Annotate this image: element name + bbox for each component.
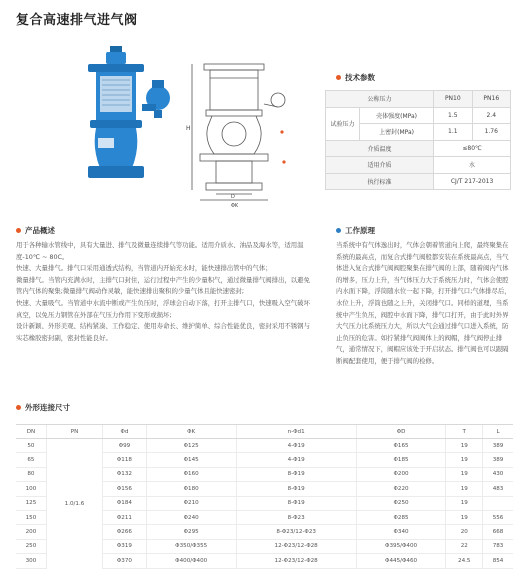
dimensions-title: 外形连接尺寸 [25,403,70,412]
cell-k: Φ145 [146,453,236,467]
shell-strength-pn10: 1.5 [434,107,472,124]
cell-t: 22 [446,539,483,553]
overview-heading [16,225,55,236]
cell-t: 19 [446,467,483,481]
cell-outer-d: Φ165 [356,439,446,453]
cell-pn: 1.0/1.6 [46,439,102,569]
col-header-k: ΦK [146,425,236,439]
col-header-dn: DN [16,425,46,439]
cell-outer-d: Φ220 [356,482,446,496]
cell-l: 389 [483,453,513,467]
cell-d: Φ370 [103,554,147,568]
cell-d1: 12-Φ23/12-Φ28 [236,539,356,553]
cell-k: Φ400/Φ400 [146,554,236,568]
standard-value: CJ/T 217-2013 [434,173,511,190]
cell-k: Φ240 [146,510,236,524]
page-title: 复合高速排气进气阀 [16,13,138,28]
bullet-icon [16,405,21,410]
cell-l: 483 [483,482,513,496]
cell-k: Φ350/Φ355 [146,539,236,553]
cell-d: Φ266 [103,525,147,539]
dimensions-table [16,424,513,569]
col-header-d1: n-Φd1 [236,425,356,439]
cell-t: 19 [446,482,483,496]
height-dimension-label: H [186,125,191,132]
table-row [16,439,513,453]
cell-k: Φ295 [146,525,236,539]
cell-d1: 4-Φ19 [236,453,356,467]
cell-dn: 100 [16,482,46,496]
valve-product-image [78,38,190,200]
cell-l: 783 [483,539,513,553]
cell-outer-d: Φ395/Φ400 [356,539,446,553]
cell-t: 20 [446,525,483,539]
tech-params-table [325,90,511,190]
cell-d: Φ99 [103,439,147,453]
cell-d1: 8-Φ23/12-Φ23 [236,525,356,539]
cell-outer-d: Φ200 [356,467,446,481]
cell-k: Φ180 [146,482,236,496]
valve-technical-drawing [186,60,306,210]
cell-dn: 80 [16,467,46,481]
cell-k: Φ125 [146,439,236,453]
bullet-icon [16,228,21,233]
shell-strength-pn16: 2.4 [472,107,510,124]
cell-d: Φ156 [103,482,147,496]
cell-dn: 300 [16,554,46,568]
cell-d1: 4-Φ19 [236,439,356,453]
dimensions-heading [16,402,70,413]
standard-label: 执行标准 [326,173,434,190]
col-header-pn: PN [46,425,102,439]
medium-value: 水 [434,157,511,174]
cell-dn: 150 [16,510,46,524]
col-header-d: Φd [103,425,147,439]
cell-outer-d: Φ285 [356,510,446,524]
cell-t: 19 [446,453,483,467]
bullet-icon [336,75,341,80]
cell-k: Φ160 [146,467,236,481]
flange-diameter-label: D [231,194,235,200]
cell-l: 389 [483,439,513,453]
cell-d1: 12-Φ23/12-Φ28 [236,554,356,568]
cell-dn: 50 [16,439,46,453]
overview-text: 用于各种输水管线中，具有大量进、排气及微量连续排气等功能。适用介质水、油品及海水等，适用温度-10℃ ~ 80C。 快速、大量排气。排气口采用通透式结构，当管道内开始充水时，能快速排出管中的气体； 微量排气。当管内充满水时，主排气口封住，运行过程中产生的少量积气，通过微量排气阀排出，以避免管内气体的聚集;微量排气阀动作灵敏，能快速排出聚积的少量气体且能快速密封; 快速、大量吸气。当管道中水流中断或产生负压时，浮球会自动下落，打开主排气口，快速吸入空气破坏真空，以免压力钢管在外部在气压力作用下变形或损坏; 设计新颖、外形美观、结构紧凑、工作稳定、使用寿命长、维护简单、综合性能优良，密封采用不锈钢与实芯橡胶密封副，密封性能良好。 [16,241,310,342]
upper-seal-label: 上密封(MPa) [360,124,434,141]
cell-dn: 125 [16,496,46,510]
tech-params-heading [336,72,375,83]
cell-d: Φ184 [103,496,147,510]
tech-params-title: 技术参数 [345,73,375,82]
medium-label: 适用介质 [326,157,434,174]
cell-l: 556 [483,510,513,524]
upper-seal-pn10: 1.1 [434,124,472,141]
cell-d1: 8-Φ19 [236,467,356,481]
cell-outer-d: Φ185 [356,453,446,467]
medium-temp-label: 介质温度 [326,140,434,157]
cell-outer-d: Φ340 [356,525,446,539]
cell-t: 19 [446,496,483,510]
principle-heading [336,225,375,236]
cell-t: 19 [446,510,483,524]
cell-outer-d: Φ445/Φ460 [356,554,446,568]
cell-t: 24.5 [446,554,483,568]
cell-d: Φ211 [103,510,147,524]
cell-k: Φ210 [146,496,236,510]
bolt-circle-label: ΦK [231,203,239,209]
cell-l: 430 [483,467,513,481]
bullet-icon [336,228,341,233]
cell-d: Φ132 [103,467,147,481]
cell-l: 668 [483,525,513,539]
cell-l: 854 [483,554,513,568]
cell-dn: 250 [16,539,46,553]
upper-seal-pn16: 1.76 [472,124,510,141]
principle-title: 工作原理 [345,226,375,235]
cell-outer-d: Φ250 [356,496,446,510]
cell-d1: 8-Φ19 [236,496,356,510]
cell-l [483,496,513,510]
pn16-header: PN16 [472,91,510,108]
cell-t: 19 [446,439,483,453]
cell-d: Φ319 [103,539,147,553]
nominal-pressure-label: 公称压力 [326,91,434,108]
col-header-outer-d: ΦD [356,425,446,439]
overview-title: 产品概述 [25,226,55,235]
test-pressure-label: 试验压力 [326,107,360,140]
cell-dn: 65 [16,453,46,467]
cell-dn: 200 [16,525,46,539]
col-header-l: L [483,425,513,439]
medium-temp-value: ≤80℃ [434,140,511,157]
pn10-header: PN10 [434,91,472,108]
cell-d: Φ118 [103,453,147,467]
principle-text: 当系统中有气体逸出时，气体会朝着管道向上爬，最终聚集在系统的最高点，而复合式排气阀般都安装在系统最高点，当气体进入复合式排气阀阀腔聚集在排气阀的上部，随着阀内气体的增多，压力上升，当气体压力大于系统压力时，气体会使腔内水面下降，浮筒随水位一起下降，打开排气口;气体排尽后，水位上升，浮筒也随之上升，关闭排气口。同样的道理，当系统中产生负压，阀腔中水面下降，排气口打开，由于此时外界大气压力比系统压力大，所以大气会通过排气口进入系统，防止负压的危害。如拧紧排气阀阀体上的阀帽，排气阀停止排气，通常情况下，阀帽应该处于开启状态。排气阀也可以跟隔断阀配套使用，便于排气阀的检修。 [336,241,511,365]
col-header-t: T [446,425,483,439]
dimensions-table-body [16,439,513,569]
cell-d1: 8-Φ23 [236,510,356,524]
cell-d1: 8-Φ19 [236,482,356,496]
shell-strength-label: 壳体强度(MPa) [360,107,434,124]
